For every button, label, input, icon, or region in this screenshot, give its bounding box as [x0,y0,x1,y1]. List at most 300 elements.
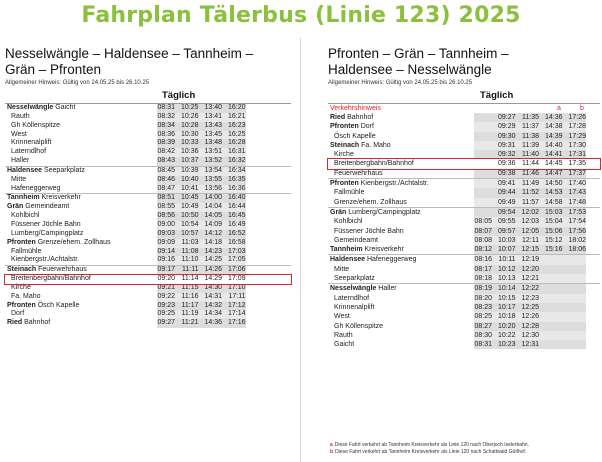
stop-place: Krinnenalplift [11,139,52,147]
departure-time: 17:40 [568,180,586,188]
departure-time: 09:32 [497,151,516,159]
departure-time: 09:31 [497,141,516,149]
departure-time: 08:08 [474,236,492,244]
departure-time: 09:25 [157,310,175,318]
departure-time [474,159,492,168]
stop-place: Seeparkplatz [334,275,375,283]
departure-times [474,274,586,283]
departure-time: 10:28 [180,121,199,129]
departure-time: 09:29 [497,123,516,131]
departure-times [157,302,246,311]
departure-times [157,293,246,302]
departure-time: 10:41 [180,184,199,192]
departure-time: 13:56 [204,184,222,192]
departure-time: 09:54 [497,208,516,216]
departure-time: 08:27 [474,322,492,330]
departure-times [157,221,246,230]
departure-time: 16:40 [227,194,246,202]
departure-times [474,208,586,217]
stop-place: Gh Köllenspitze [334,322,384,330]
departure-time: 10:22 [497,331,516,339]
daily-header: Täglich [328,87,600,104]
stop-place: Rauth [11,112,30,120]
departure-times [474,217,586,226]
departure-time [474,169,492,178]
departure-time: 10:40 [180,175,199,183]
timetable-rows [5,104,291,328]
stop-name [7,319,50,328]
departure-time: 16:35 [227,175,246,183]
stop-place: Gh Köllenspitze [11,121,61,129]
column-divider [300,38,301,462]
route-title-line-1: Nesselwängle – Haldensee – Tannheim – [5,46,254,61]
departure-time: 15:03 [544,208,563,216]
departure-time: 08:51 [157,194,175,202]
departure-time: 08:25 [474,313,492,321]
timetable-row [328,245,600,255]
departure-time: 10:45 [180,194,199,202]
departure-time: 12:21 [521,275,539,283]
stop-place: Rauth [334,331,353,339]
departure-times [157,266,246,275]
departure-time: 14:29 [204,275,222,283]
departure-times [474,255,586,264]
departure-time: 12:23 [521,294,539,302]
timetable-row [328,236,600,245]
departure-time [563,331,587,340]
departure-times [474,245,586,254]
departure-time: 10:14 [497,285,516,293]
stop-place: Kohlbichl [334,218,363,226]
departure-time: 16:23 [227,121,246,129]
departure-time [474,122,492,131]
timetable-row [328,322,600,331]
stop-place: Krinnenalplift [334,303,375,311]
departure-time: 16:34 [227,166,246,174]
departure-time: 09:09 [157,238,175,246]
stop-name [334,169,383,178]
departure-time: 17:11 [228,292,246,300]
departure-time: 12:30 [521,331,539,339]
stop-town: Tannheim [330,246,363,254]
departure-time: 14:25 [204,256,222,264]
route-title-line-2: Grän – Pfronten [5,62,102,77]
departure-time: 14:00 [204,194,222,202]
timetable-rows [328,113,600,349]
departure-time: 14:05 [204,212,222,220]
departure-time: 14:41 [544,151,563,159]
departure-time: 13:40 [204,104,222,111]
departure-time: 10:25 [180,104,199,111]
timetable-row [5,185,291,195]
departure-time: 08:19 [474,285,492,293]
stop-town: Pfronten [7,301,36,309]
departure-time: 11:03 [181,238,199,246]
stop-name [11,230,83,239]
departure-time [539,274,563,283]
timetable-row [328,122,600,131]
departure-time: 17:56 [568,227,586,235]
departure-time: 15:06 [544,227,563,235]
route-title [5,46,291,78]
stop-place: Ösch Kapelle [35,301,80,309]
stop-town: Haldensee [330,256,366,264]
departure-time: 11:38 [522,132,539,140]
timetable-row [5,176,291,185]
stop-name [11,256,79,265]
departure-time: 10:26 [180,112,199,120]
departure-time: 17:37 [568,169,586,177]
stop-place: Bahnhof [345,114,374,121]
stop-name [330,179,429,188]
departure-time: 11:40 [522,151,539,159]
departure-time: 10:33 [180,139,199,147]
timetable-row [5,113,291,122]
stop-place: Kienbergstr./Achtalstr. [11,256,80,264]
departure-time: 17:06 [227,266,246,274]
stop-place: Laterndlhof [334,294,370,302]
stop-name [11,131,27,140]
stop-name [330,113,373,122]
departure-time: 14:53 [544,189,563,197]
departure-time [563,340,587,349]
departure-times [474,236,586,245]
departure-times [474,322,586,331]
timetable-row [328,340,600,349]
stop-name [334,227,404,236]
departure-time: 11:21 [181,319,199,327]
departure-time: 16:28 [227,139,246,147]
timetable-row [328,208,600,217]
departure-time: 08:31 [474,341,492,349]
departure-time: 13:41 [204,112,222,120]
departure-time: 14:47 [544,169,563,177]
departure-time: 17:29 [568,132,586,140]
departure-time: 17:09 [227,275,246,283]
departure-time: 11:17 [181,301,199,309]
timetable-row [328,331,600,340]
timetable-row [5,104,291,113]
departure-times [474,141,586,150]
departure-times [474,159,586,168]
departure-times [474,284,586,293]
stop-place: Gaicht [53,104,76,111]
departure-time: 08:34 [157,121,175,129]
departure-time: 11:14 [181,275,199,283]
stop-place: Breitenbergbahn/Bahnhof [334,160,414,168]
timetable-row-highlighted [5,275,291,284]
stop-name [7,203,69,212]
departure-time: 10:18 [497,313,516,321]
timetable-left [5,46,291,328]
departure-time: 14:40 [544,141,563,149]
departure-time: 12:26 [521,313,539,321]
footnote-a-text: Diese Fahrt verkehrt ab Tannheim Kreisverkehr als Linie 120 nach Oberjoch Iselerbahn. [334,442,529,448]
departure-time: 12:19 [521,256,539,264]
departure-time: 09:17 [157,266,175,274]
stop-name [334,340,354,349]
departure-time: 10:15 [497,294,516,302]
footnote-b-mark: b [330,449,334,455]
departure-times [157,212,246,221]
departure-time: 08:43 [157,157,175,165]
timetable-row [328,188,600,197]
departure-time: 10:13 [497,275,516,283]
departure-time [563,294,587,303]
departure-time: 12:11 [522,236,539,244]
stop-name [334,188,364,197]
departure-time: 11:44 [522,160,539,168]
departure-time: 11:37 [522,123,539,131]
stop-name [11,221,81,230]
stop-name [330,284,397,293]
stop-place: Breitenbergbahn/Bahnhof [11,275,91,283]
stop-name [11,176,26,185]
footnote-b-text: Diese Fahrt verkehrt ab Tannheim Kreisverkehr als Linie 120 nach Schattwald Gütlhof. [335,449,527,455]
departure-time [539,255,563,264]
departure-time: 13:51 [204,148,222,156]
departure-time: 12:28 [521,322,539,330]
departure-time: 16:32 [227,157,246,165]
departure-time [474,188,492,197]
stop-town: Pfronten [7,238,36,246]
departure-time: 09:03 [157,229,175,237]
departure-time: 08:32 [157,112,175,120]
departure-time: 10:20 [497,322,516,330]
departure-time [539,331,563,340]
departure-time [563,265,587,274]
departure-time: 11:49 [522,180,539,188]
departure-time [474,141,492,150]
departure-time: 14:32 [204,301,222,309]
departure-time [539,284,563,293]
stop-place: Seeparkplatz [42,166,85,174]
departure-time: 12:20 [521,265,539,273]
timetable-row [328,303,600,312]
departure-time: 10:37 [180,157,199,165]
departure-time [539,303,563,312]
stop-name [334,274,375,283]
departure-time: 10:12 [497,265,516,273]
departure-time: 09:49 [497,198,516,206]
departure-time: 11:52 [522,189,539,197]
departure-time: 17:35 [568,160,586,168]
stop-name [11,275,91,284]
departure-time: 09:20 [157,275,175,283]
departure-time: 14:12 [204,229,222,237]
stop-town: Haldensee [7,166,43,174]
departure-time: 08:30 [474,331,492,339]
timetable-row [328,198,600,208]
timetable-row [5,194,291,203]
departure-times [474,303,586,312]
stop-place: Feuerwehrhaus [334,169,383,177]
stop-place: Haller [376,285,397,293]
stop-name [11,139,51,148]
departure-time: 16:20 [227,104,246,111]
stop-place: Lumberg/Campingplatz [346,208,421,216]
stop-place: Lumberg/Campingplatz [11,229,84,237]
departure-time: 10:07 [497,246,516,254]
validity-notice: Allgemeiner Hinweis: Gültig von 24.05.25 bis 26.10.25 [328,80,473,86]
timetable-row [5,293,291,302]
departure-times [157,275,246,284]
departure-times [157,203,246,212]
departure-times [157,319,246,328]
departure-times [157,284,246,293]
departure-times [157,104,246,113]
departure-time: 14:18 [204,238,222,246]
departure-times [157,239,246,248]
stop-place: West [334,313,350,321]
stop-place: Gemeindeamt [334,236,378,244]
departure-time: 16:31 [227,148,246,156]
departure-time: 13:54 [204,166,222,174]
departure-time [563,284,587,293]
departure-time: 09:16 [157,256,175,264]
departure-times [474,227,586,236]
stop-place: Kirche [334,151,354,159]
departure-time: 14:38 [544,123,563,131]
departure-time: 17:26 [568,114,586,121]
stop-place: Dorf [358,123,374,131]
stop-town: Pfronten [330,180,359,188]
stop-name [7,104,76,113]
stop-place: Feuerwehrhaus [36,266,87,274]
departure-time: 17:31 [568,151,586,159]
departure-time: 14:58 [544,198,563,206]
departure-time: 10:30 [180,130,199,138]
stop-place: Kirche [11,283,31,291]
departure-time: 09:55 [497,218,516,226]
departure-time [563,274,587,283]
timetable-row [328,169,600,179]
stop-name [334,236,378,245]
route-title-line-2: Haldensee – Nesselwängle [328,62,492,77]
departure-time: 14:30 [204,283,222,291]
stop-name [7,302,79,311]
departure-time: 17:16 [227,319,246,327]
departure-time: 11:57 [522,198,539,206]
stop-name [330,245,404,254]
timetable-row [328,255,600,264]
departure-time: 18:02 [568,236,586,244]
timetable-row [5,139,291,148]
stop-place: Ösch Kapelle [334,132,376,140]
departure-time: 17:05 [227,256,246,264]
stop-place: Füssener Jöchle Bahn [334,227,404,235]
departure-time: 11:11 [182,266,199,274]
departure-times [157,185,246,194]
departure-time: 08:31 [157,104,175,111]
departure-time: 12:05 [521,227,539,235]
departure-time: 09:38 [497,169,516,177]
timetable-row [328,217,600,226]
stop-name [11,284,31,293]
timetable-row [328,265,600,274]
daily-header: Täglich [5,87,291,104]
departure-time: 16:21 [227,112,246,120]
departure-time [539,312,563,321]
departure-time: 17:53 [568,208,586,216]
departure-time: 18:06 [568,246,586,254]
departure-time: 08:55 [157,203,175,211]
footnote-a [330,442,595,449]
departure-time: 08:39 [157,139,175,147]
departure-time: 14:34 [204,310,222,318]
departure-times [474,265,586,274]
departure-times [157,194,246,203]
departure-times [157,248,246,257]
departure-time: 14:04 [204,203,222,211]
departure-times [157,230,246,239]
departure-times [474,340,586,349]
stop-name [11,248,41,257]
stop-name [330,208,421,217]
stop-name [7,239,110,248]
timetable-row [5,148,291,157]
stop-name [334,265,349,274]
stop-place: Fallmühle [334,189,365,197]
departure-time: 09:30 [497,132,516,140]
departure-time: 10:36 [180,148,199,156]
departure-time: 10:17 [497,303,516,311]
departure-time: 14:45 [544,160,563,168]
departure-time: 17:43 [568,189,586,197]
departure-times [157,167,246,176]
departure-time [474,113,492,122]
departure-time [563,255,587,264]
departure-time: 13:45 [204,130,222,138]
departure-time: 12:25 [521,303,539,311]
departure-time: 09:57 [497,227,516,235]
timetable-row [328,274,600,284]
departure-time: 09:27 [157,319,175,327]
departure-time: 08:12 [474,246,492,254]
departure-times [157,157,246,166]
departure-time: 11:08 [181,247,199,255]
stop-name [334,132,376,141]
footnotes [330,442,595,456]
departure-time: 09:23 [157,301,175,309]
stop-name [334,217,362,226]
stop-place: Kohlbichl [11,212,40,220]
departure-time: 13:52 [204,157,222,165]
stop-place: Bahnhof [22,319,51,327]
stop-name [11,310,24,319]
stop-place: Laterndlhof [11,148,47,156]
stop-place: Mitte [334,265,350,273]
departure-time [474,132,492,141]
departure-time: 08:45 [157,166,175,174]
timetable-row [5,302,291,311]
departure-times [474,331,586,340]
departure-time: 08:23 [474,303,492,311]
stop-name [334,322,383,331]
departure-time: 14:09 [204,220,222,228]
departure-time [474,150,492,159]
departure-time: 12:15 [521,246,539,254]
stop-place: Fa. Maho [359,141,391,149]
stop-name [11,113,30,122]
departure-time: 08:56 [157,212,175,220]
departure-time: 10:57 [180,229,199,237]
stop-town: Ried [7,319,23,327]
departure-time: 10:11 [498,256,516,264]
departure-times [157,148,246,157]
departure-time: 16:25 [227,130,246,138]
departure-time: 14:23 [204,247,222,255]
